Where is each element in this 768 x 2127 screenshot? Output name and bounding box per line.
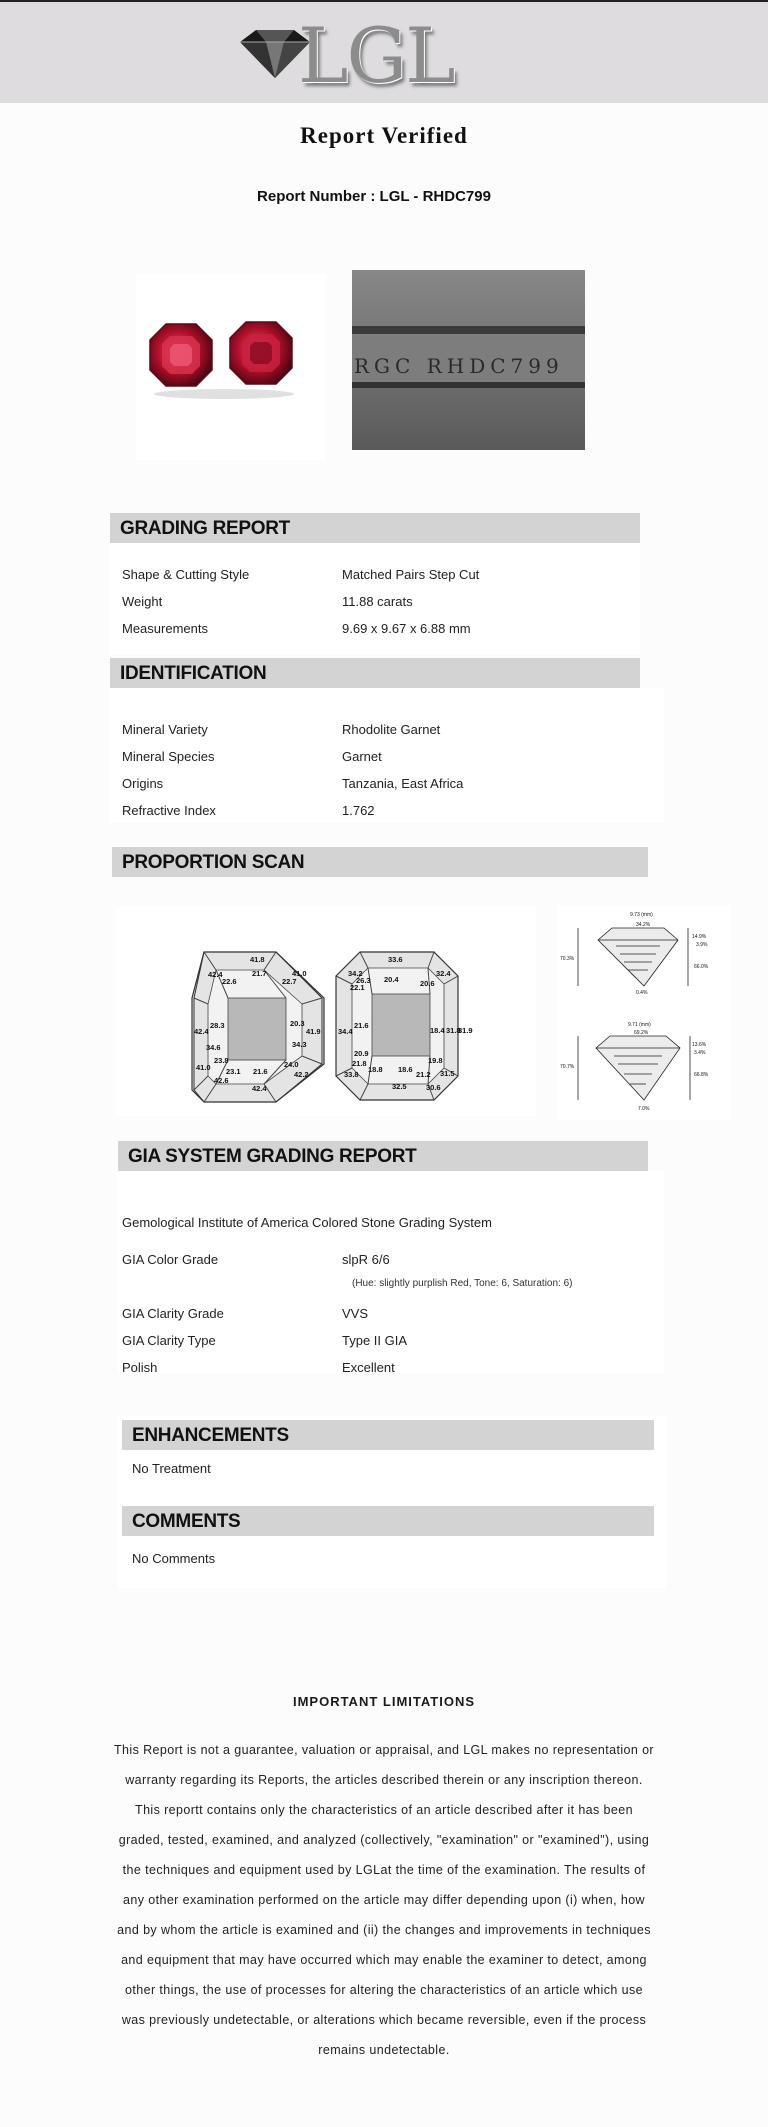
gia-value: VVS xyxy=(342,1306,369,1321)
scan-label: 20.3 xyxy=(290,1019,305,1028)
proportion-side-diagrams xyxy=(558,906,730,1120)
gia-system-name: Gemological Institute of America Colored Stone Grading System xyxy=(122,1215,492,1230)
grading-heading: GRADING REPORT xyxy=(120,518,290,539)
scan-label: 32.5 xyxy=(392,1082,407,1091)
gem-right xyxy=(230,322,292,384)
gia-heading: GIA SYSTEM GRADING REPORT xyxy=(128,1146,417,1167)
side-label: 3.4% xyxy=(694,1050,706,1056)
scan-label: 26.3 xyxy=(356,976,371,985)
scan-label: 34.6 xyxy=(206,1043,221,1052)
gia-value: slpR 6/6 xyxy=(342,1252,390,1267)
scan-label: 22.7 xyxy=(282,977,297,986)
enhancements-value: No Treatment xyxy=(132,1461,211,1476)
proportion-heading-bar xyxy=(112,847,648,877)
grading-value: Matched Pairs Step Cut xyxy=(342,567,480,582)
scan-label: 21.8 xyxy=(352,1059,367,1068)
comments-heading-bar xyxy=(122,1506,654,1536)
scan-label: 21.7 xyxy=(252,969,267,978)
proportion-heading: PROPORTION SCAN xyxy=(122,852,305,873)
side-profile-top xyxy=(578,928,688,986)
grading-label: Weight xyxy=(122,594,163,609)
inscription-photo xyxy=(352,270,585,450)
scan-label: 18.6 xyxy=(398,1065,413,1074)
gem-left xyxy=(150,324,212,386)
scan-label: 21.6 xyxy=(253,1067,268,1076)
scan-label: 41.8 xyxy=(250,955,265,964)
grading-label: Shape & Cutting Style xyxy=(122,567,250,582)
proportion-scan-image xyxy=(116,906,536,1116)
page-title: Report Verified xyxy=(300,123,468,148)
gia-label: GIA Clarity Type xyxy=(122,1333,216,1348)
side-label: 9.73 (mm) xyxy=(630,912,653,918)
scan-label: 20.4 xyxy=(384,975,399,984)
scan-label: 19.8 xyxy=(428,1056,443,1065)
side-label: 13.6% xyxy=(692,1042,707,1048)
scan-label: 34.2 xyxy=(348,969,363,978)
identification-value: Garnet xyxy=(342,749,382,764)
gem-photo xyxy=(136,274,326,460)
scan-label: 41.0 xyxy=(292,969,307,978)
identification-value: 1.762 xyxy=(342,803,375,818)
scan-label: 18.8 xyxy=(368,1065,383,1074)
side-label: 14.9% xyxy=(692,934,707,940)
side-label: 0.4% xyxy=(636,990,648,996)
comments-heading: COMMENTS xyxy=(132,1511,241,1532)
grading-value: 11.88 carats xyxy=(342,594,413,609)
identification-heading-bar xyxy=(110,658,640,688)
scan-label: 21.2 xyxy=(416,1070,431,1079)
scan-label: 24.0 xyxy=(284,1060,299,1069)
scan-label: 23.1 xyxy=(226,1067,241,1076)
side-label: 3.9% xyxy=(696,942,708,948)
scan-label: 33.8 xyxy=(344,1070,359,1079)
side-label: 9.71 (mm) xyxy=(628,1022,651,1028)
identification-value: Rhodolite Garnet xyxy=(342,722,441,737)
scan-label: 18.4 xyxy=(430,1026,445,1035)
identification-label: Origins xyxy=(122,776,164,791)
scan-label: 42.2 xyxy=(294,1070,309,1079)
gia-value: Type II GIA xyxy=(342,1333,408,1348)
scan-label: 42.4 xyxy=(208,970,223,979)
scan-label: 41.9 xyxy=(306,1027,321,1036)
gia-heading-bar xyxy=(118,1141,648,1171)
scan-label: 41.0 xyxy=(196,1063,211,1072)
enhancements-heading: ENHANCEMENTS xyxy=(132,1425,289,1446)
inscription-text: RGC RHDC799 xyxy=(354,354,564,378)
identification-label: Refractive Index xyxy=(122,803,216,818)
identification-value: Tanzania, East Africa xyxy=(342,776,464,791)
identification-label: Mineral Species xyxy=(122,749,215,764)
limitations-text: This Report is not a guarantee, valuation or appraisal, and LGL makes no representation or warranty regarding its Reports, the articles described therein or any inscription thereon. This reportt contains only the characteristics of an article described after it has been graded, tested, examined, and analyzed (collectively, "examination" or "examined"), using the techniques and equipment used by LGLat the time of the examination. The results of any other examination performed on the article may differ depending upon (i) when, how and by whom the article is examined and (ii) the changes and improvements in techniques and equipment that may have occurred which may enable the examiner to detect, among other things, the use of processes for altering the characteristics of an article which use was previously undetectable, or alterations which became reversible, even if the process remains undetectable. xyxy=(114,1743,654,2057)
scan-label: 30.6 xyxy=(426,1083,441,1092)
gia-value: Excellent xyxy=(342,1360,395,1375)
scan-label: 31.5 xyxy=(440,1069,455,1078)
scan-label: 22.6 xyxy=(222,977,237,986)
side-label: 70.7% xyxy=(560,1064,575,1070)
scan-label: 20.6 xyxy=(420,979,435,988)
side-label: 34.2% xyxy=(636,922,651,928)
identification-heading: IDENTIFICATION xyxy=(120,663,267,684)
gia-color-note: (Hue: slightly purplish Red, Tone: 6, Saturation: 6) xyxy=(352,1278,573,1289)
scan-label: 23.8 xyxy=(214,1056,229,1065)
identification-label: Mineral Variety xyxy=(122,722,208,737)
report-number: Report Number : LGL - RHDC799 xyxy=(257,188,491,205)
scan-label: 31.8 xyxy=(446,1026,461,1035)
comments-value: No Comments xyxy=(132,1551,216,1566)
scan-label: 32.4 xyxy=(436,969,451,978)
scan-label: 42.4 xyxy=(252,1084,267,1093)
grading-heading-bar xyxy=(110,513,640,543)
grading-label: Measurements xyxy=(122,621,208,636)
scan-label: 21.6 xyxy=(354,1021,369,1030)
logo-wordmark: LGL xyxy=(298,11,454,100)
scan-label: 22.1 xyxy=(350,983,365,992)
enhancements-heading-bar xyxy=(122,1420,654,1450)
scan-label: 42.4 xyxy=(194,1027,209,1036)
scan-label: 20.9 xyxy=(354,1049,369,1058)
limitations-heading: IMPORTANT LIMITATIONS xyxy=(292,1694,476,1709)
scan-label: 31.9 xyxy=(458,1026,473,1035)
scan-label: 28.3 xyxy=(210,1021,225,1030)
gia-label: GIA Clarity Grade xyxy=(122,1306,224,1321)
scan-label: 34.4 xyxy=(338,1027,353,1036)
side-label: 66.8% xyxy=(694,1072,709,1078)
scan-label: 42.6 xyxy=(214,1076,229,1085)
side-label: 70.3% xyxy=(560,956,575,962)
side-label: 7.0% xyxy=(638,1106,650,1112)
grading-value: 9.69 x 9.67 x 6.88 mm xyxy=(342,621,471,636)
gia-label: GIA Color Grade xyxy=(122,1252,219,1267)
side-profile-bottom xyxy=(578,1036,690,1100)
side-label: 69.2% xyxy=(634,1030,649,1036)
lgl-logo xyxy=(236,11,486,100)
side-label: 66.0% xyxy=(694,964,709,970)
scan-label: 33.6 xyxy=(388,955,403,964)
scan-label: 34.3 xyxy=(292,1040,307,1049)
gia-label: Polish xyxy=(122,1360,158,1375)
header-banner xyxy=(0,2,768,103)
